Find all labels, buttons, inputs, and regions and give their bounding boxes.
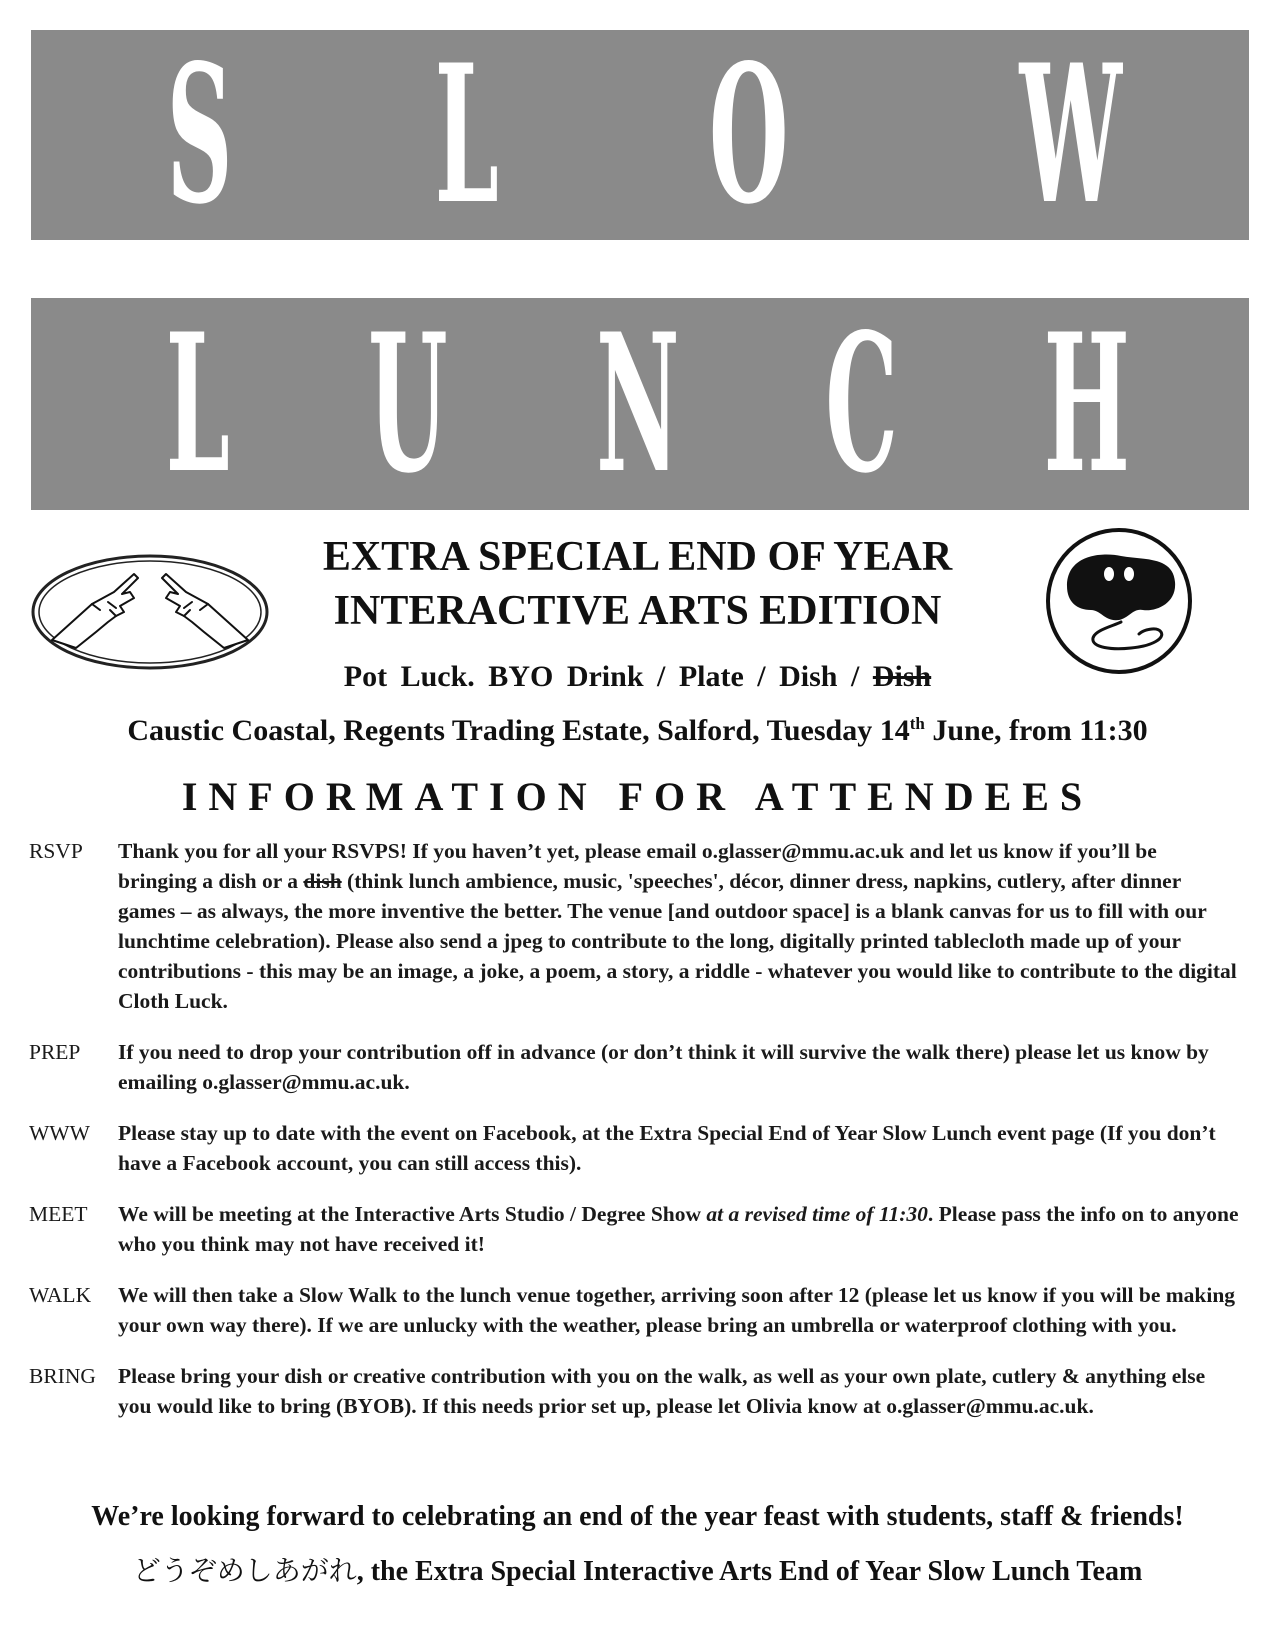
meet-text-2: . Please pass the info on to anyone who you think may not have received it! bbox=[118, 1202, 1239, 1256]
banner-letter: W bbox=[1019, 23, 1122, 246]
banner-letter: L bbox=[165, 292, 230, 515]
venue-time: June, from 11:30 bbox=[924, 714, 1148, 747]
info-text bbox=[118, 836, 1239, 1016]
event-subtitle bbox=[260, 530, 1015, 638]
meet-revised-time: at a revised time of 11:30 bbox=[706, 1202, 928, 1226]
rsvp-text-2: (think lunch ambience, music, 'speeches', décor, dinner dress, napkins, cutlery, after dinner games – as always, the more inventive the better. The venue [and outdoor space] is a blank canvas for us to fill with our lunchtime celebration). Please also send a jpeg to contribute to the long, digitally printed tablecloth made up of your contributions - this may be an image, a joke, a poem, a story, a riddle - whatever you would like to contribute to the digital Cloth Luck. bbox=[118, 869, 1237, 1013]
venue-line bbox=[0, 711, 1275, 751]
info-key: WWW bbox=[29, 1121, 90, 1145]
venue-text: Caustic Coastal, Regents Trading Estate, Salford, Tuesday 14 bbox=[127, 714, 910, 747]
rsvp-text-1: Thank you for all your RSVPS! If you haven’t yet, please email o.glasser@mmu.ac.uk and let us know if you’ll be bringing a dish or a bbox=[118, 839, 1157, 893]
date-suffix: th bbox=[909, 714, 925, 733]
info-key: PREP bbox=[29, 1040, 81, 1064]
signoff-line bbox=[0, 1551, 1275, 1592]
banner-letter: C bbox=[824, 292, 898, 515]
info-row-www bbox=[29, 1118, 1239, 1178]
info-text: Please bring your dish or creative contribution with you on the walk, as well as your own plate, cutlery & anything else you would like to bring (BYOB). If this needs prior set up, please let Olivia know at o.glasser@mmu.ac.uk. bbox=[118, 1364, 1206, 1418]
info-row-walk bbox=[29, 1280, 1239, 1340]
subtitle-line: INTERACTIVE ARTS EDITION bbox=[333, 588, 942, 634]
banner-letter: O bbox=[709, 23, 789, 246]
info-row-rsvp bbox=[29, 836, 1239, 1016]
potluck-struck-word: Dish bbox=[872, 660, 932, 693]
japanese-greeting: どうぞめしあがれ bbox=[132, 1554, 357, 1587]
banner-letter: N bbox=[596, 292, 680, 515]
closing-line: We’re looking forward to celebrating an end of the year feast with students, staff & friends! bbox=[91, 1501, 1184, 1532]
potluck-text: Pot Luck. BYO Drink / Plate / Dish / bbox=[343, 660, 873, 693]
banner-lunch bbox=[31, 292, 1249, 515]
banner-slow bbox=[31, 23, 1249, 246]
potluck-line bbox=[0, 657, 1275, 697]
info-text: Please stay up to date with the event on Facebook, at the Extra Special End of Year Slow Lunch event page (If you don’t have a Facebook account, you can still access this). bbox=[118, 1121, 1216, 1175]
info-text: If you need to drop your contribution off in advance (or don’t think it will survive the walk there) please let us know by emailing o.glasser@mmu.ac.uk. bbox=[118, 1040, 1209, 1094]
banner-letter: U bbox=[368, 292, 448, 515]
rsvp-struck-word: dish bbox=[303, 869, 342, 893]
meet-text-1: We will be meeting at the Interactive Arts Studio / Degree Show bbox=[118, 1202, 707, 1226]
info-row-meet bbox=[29, 1199, 1239, 1259]
subtitle-line: EXTRA SPECIAL END OF YEAR bbox=[322, 534, 953, 580]
info-text: We will then take a Slow Walk to the lunch venue together, arriving soon after 12 (please let us know if you will be making your own way there). If we are unlucky with the weather, please bring an umbrella or waterproof clothing with you. bbox=[118, 1283, 1236, 1337]
info-key: MEET bbox=[29, 1202, 88, 1226]
blob-face-icon bbox=[1043, 526, 1195, 676]
info-key: RSVP bbox=[29, 839, 83, 863]
info-row-prep bbox=[29, 1037, 1239, 1097]
banner-letter: H bbox=[1044, 292, 1131, 515]
signoff-text: , the Extra Special Interactive Arts End of Year Slow Lunch Team bbox=[356, 1556, 1143, 1587]
banner-letter: L bbox=[435, 23, 500, 246]
info-heading: INFORMATION FOR ATTENDEES bbox=[181, 774, 1094, 819]
info-key: WALK bbox=[29, 1283, 92, 1307]
info-row-bring bbox=[29, 1361, 1239, 1421]
info-list bbox=[29, 836, 1239, 1421]
info-text bbox=[118, 1199, 1239, 1259]
info-key: BRING bbox=[29, 1364, 96, 1388]
banner-letter: S bbox=[166, 23, 233, 246]
pointing-hands-icon bbox=[30, 552, 270, 672]
